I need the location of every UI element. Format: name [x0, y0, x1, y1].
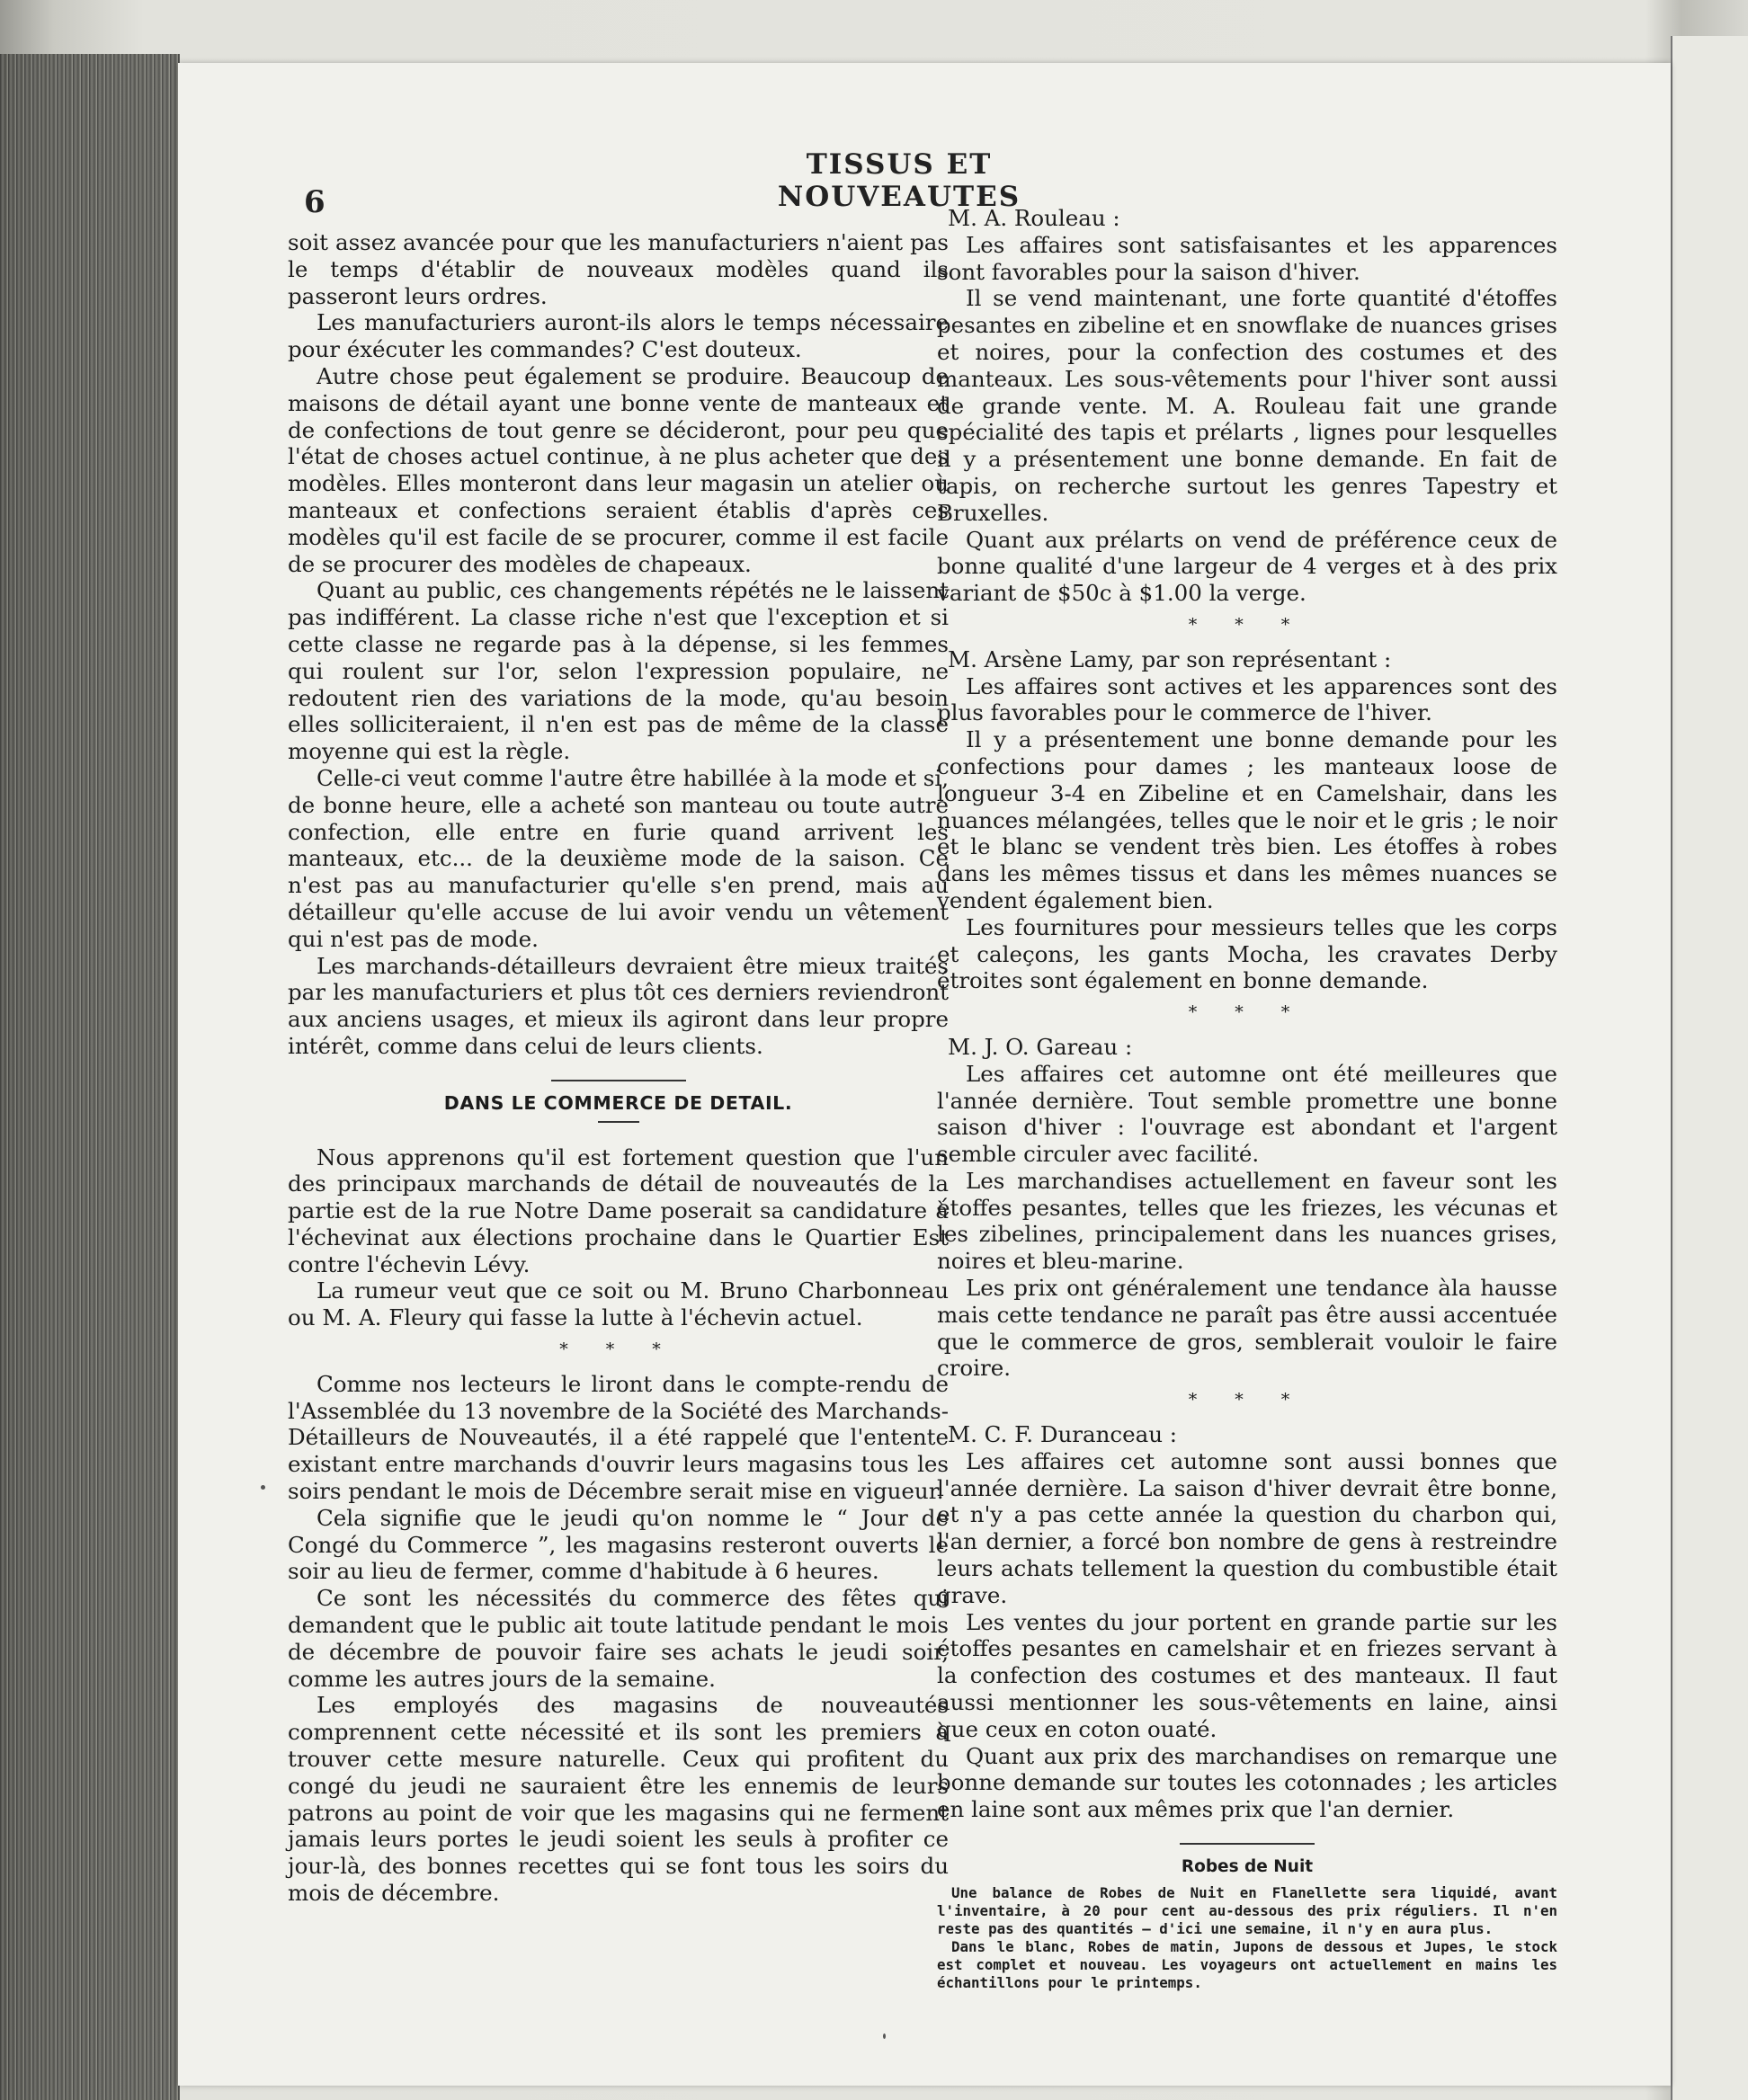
- left-column: [288, 229, 949, 1907]
- paragraph: Les manufacturiers auront-ils alors le temps nécessaire pour éxécuter les commandes? C'est douteux.: [288, 309, 949, 363]
- paragraph: Quant aux prix des marchandises on remarque une bonne demande sur toutes les cotonnades ; les articles en laine sont aux mêmes prix que l'an dernier.: [937, 1742, 1557, 1823]
- paragraph: Les fournitures pour messieurs telles que les corps et caleçons, les gants Mocha, les cravates Derby étroites sont également en bonne demande.: [937, 913, 1557, 994]
- section-title-underline: [598, 1121, 639, 1123]
- notice-divider: [1180, 1843, 1315, 1845]
- right-column: [937, 203, 1557, 1992]
- paragraph: Il y a présentement une bonne demande pour les confections pour dames ; les manteaux loose de longueur 3-4 en Zibeline et en Camelshair, dans les nuances mélangées, telles que le noir et le gris ; le noir et le blanc se vendent très bien. Les étoffes à robes dans les mêmes tissus et dans les mêmes nuances se vendent également bien.: [937, 726, 1558, 913]
- merchant-heading-rouleau: M. A. Rouleau :: [948, 205, 1120, 231]
- paragraph: Ce sont les nécessités du commerce des fêtes qui demandent que le public ait toute latitude pendant le mois de décembre de pouvoir faire ses achats le jeudi soir, comme les autres jours de la semaine.: [288, 1585, 949, 1692]
- paragraph: Les ventes du jour portent en grande partie sur les étoffes pesantes en camelshair et en friezes servant à la confection des costumes et des manteaux. Il faut aussi mentionner les sous-vêtements en laine, ainsi que ceux en coton ouaté.: [937, 1608, 1557, 1742]
- paragraph: Il se vend maintenant, une forte quantité d'étoffes pesantes en zibeline et en snowflake de nuances grises et noires, pour la confection des costumes et des manteaux. Les sous-vêtements pour l'hiver sont aussi de grande vente. M. A. Rouleau fait une grande spécialité des tapis et prélarts , lignes pour lesquelles il y a présentement une bonne demande. En fait de tapis, on recherche surtout les genres Tapestry et Bruxelles.: [937, 285, 1557, 526]
- page-number: 6: [304, 184, 326, 220]
- paragraph: Autre chose peut également se produire. Beaucoup de maisons de détail ayant une bonne vente de manteaux et de confections de tout genre se décideront, pour peu que l'état de choses actuel continue, à ne plus acheter que des modèles. Elles monteront dans leur magasin un atelier où manteaux et confections seraient établis d'après ces modèles qu'il est facile de se procurer, comme il est facile de se procurer des modèles de chapeaux.: [288, 362, 949, 577]
- running-title: TISSUS ET NOUVEAUTES: [777, 148, 1021, 213]
- notice-title: Robes de Nuit: [1181, 1857, 1314, 1877]
- paragraph: Les affaires cet automne ont été meilleures que l'année dernière. Tout semble promettre une bonne saison d'hiver : l'ouvrage est abondant et l'argent semble circuler avec facilité.: [937, 1060, 1557, 1168]
- paragraph: Nous apprenons qu'il est fortement question que l'un des principaux marchands de détail de nouveautés de la partie est de la rue Notre Dame poserait sa candidature à l'échevinat aux élections prochaine dans le Quartier Est contre l'échevin Lévy.: [288, 1143, 949, 1277]
- paragraph: Les marchands-détailleurs devraient être mieux traités par les manufacturiers et plus tôt ces derniers reviendront aux anciens usages, et mieux ils agiront dans leur propre intérêt, comme dans celui de leurs clients.: [288, 952, 949, 1059]
- asterism: * * *: [1188, 1390, 1307, 1410]
- notice-box: [937, 1884, 1557, 1992]
- paragraph: Les prix ont généralement une tendance àla hausse mais cette tendance ne paraît pas être aussi accentuée que le commerce de gros, semblerait vouloir le faire croire.: [937, 1275, 1557, 1382]
- paragraph: Cela signifie que le jeudi qu'on nomme le “ Jour de Congé du Commerce ”, les magasins resteront ouverts le soir au lieu de fermer, comme d'habitude à 6 heures.: [288, 1504, 949, 1585]
- asterism: * * *: [559, 1339, 677, 1360]
- paragraph: Les employés des magasins de nouveautés comprennent cette nécessité et ils sont les premiers à trouver cette mesure naturelle. Ceux qui profitent du congé du jeudi ne sauraient être les ennemis de leurs patrons au point de voir que les magasins qui ne ferment jamais leurs portes le jeudi soient les seuls à profiter ce jour-là, des bonnes recettes qui se font tous les soirs du mois de décembre.: [288, 1692, 949, 1907]
- paragraph: Quant au public, ces changements répétés ne le laissent pas indifférent. La classe riche n'est que l'exception et si cette classe ne regarde pas à la dépense, si les femmes qui roulent sur l'or, selon l'expression populaire, ne redoutent rien des variations de la mode, qu'au besoin elles solliciteraient, il n'en est pas de même de la classe moyenne qui est la règle.: [288, 577, 949, 765]
- scan-speck: [883, 2033, 886, 2039]
- notice-paragraph: Une balance de Robes de Nuit en Flanellette sera liquidé, avant l'inventaire, à 20 pour cent au-dessous des prix réguliers. Il n'en reste pas des quantités — d'ici une semaine, il n'y en aura plus.: [937, 1883, 1557, 1937]
- facing-page-edge: [1671, 36, 1748, 2100]
- paragraph: Quant aux prélarts on vend de préférence ceux de bonne qualité d'une largeur de 4 verges et à des prix variant de $50c à $1.00 la verge.: [937, 526, 1557, 607]
- merchant-heading-gareau: M. J. O. Gareau :: [948, 1033, 1133, 1060]
- paragraph: Celle-ci veut comme l'autre être habillée à la mode et si, de bonne heure, elle a acheté son manteau ou toute autre confection, elle entre en furie quand arrivent les manteaux, etc... de la deuxième mode de la saison. Ce n'est pas au manufacturier qu'elle s'en prend, mais au détailleur qu'elle accuse de lui avoir vendu un vêtement qui n'est pas de mode.: [288, 764, 949, 952]
- paragraph: Comme nos lecteurs le liront dans le compte-rendu de l'Assemblée du 13 novembre de la Société des Marchands-Détailleurs de Nouveautés, il a été rappelé que l'entente existant entre marchands d'ouvrir leurs magasins tous les soirs pendant le mois de Décembre serait mise en vigueur.: [288, 1370, 949, 1505]
- section-divider: [551, 1080, 686, 1081]
- notice-paragraph: Dans le blanc, Robes de matin, Jupons de dessous et Jupes, le stock est complet et nouveau. Les voyageurs ont actuellement en mains les échantillons pour le printemps.: [937, 1937, 1557, 1991]
- merchant-heading-duranceau: M. C. F. Duranceau :: [948, 1421, 1178, 1448]
- paragraph: Les marchandises actuellement en faveur sont les étoffes pesantes, telles que les friezes, les vécunas et les zibelines, principalement dans les nuances grises, noires et bleu-marine.: [937, 1167, 1557, 1275]
- asterism: * * *: [1188, 614, 1307, 635]
- merchant-heading-lamy: M. Arsène Lamy, par son représentant :: [948, 645, 1392, 672]
- paragraph: La rumeur veut que ce soit ou M. Bruno Charbonneau ou M. A. Fleury qui fasse la lutte à l'échevin actuel.: [288, 1277, 949, 1331]
- section-title: DANS LE COMMERCE DE DETAIL.: [443, 1091, 793, 1114]
- paragraph: soit assez avancée pour que les manufacturiers n'aient pas le temps d'établir de nouveaux modèles quand ils passeront leurs ordres.: [288, 229, 949, 309]
- paragraph: Les affaires cet automne sont aussi bonnes que l'année dernière. La saison d'hiver devrait être bonne, et n'y a pas cette année la question du charbon qui, l'an dernier, a forcé bon nombre de gens à restreindre leurs achats tellement la question du combustible était grave.: [937, 1447, 1557, 1608]
- asterism: * * *: [1188, 1002, 1307, 1023]
- paragraph: Les affaires sont actives et les apparences sont des plus favorables pour le commerce de l'hiver.: [937, 672, 1557, 726]
- paragraph: Les affaires sont satisfaisantes et les apparences sont favorables pour la saison d'hiver.: [937, 231, 1557, 285]
- scan-speck: [261, 1485, 265, 1490]
- book-page-edges: [0, 54, 180, 2100]
